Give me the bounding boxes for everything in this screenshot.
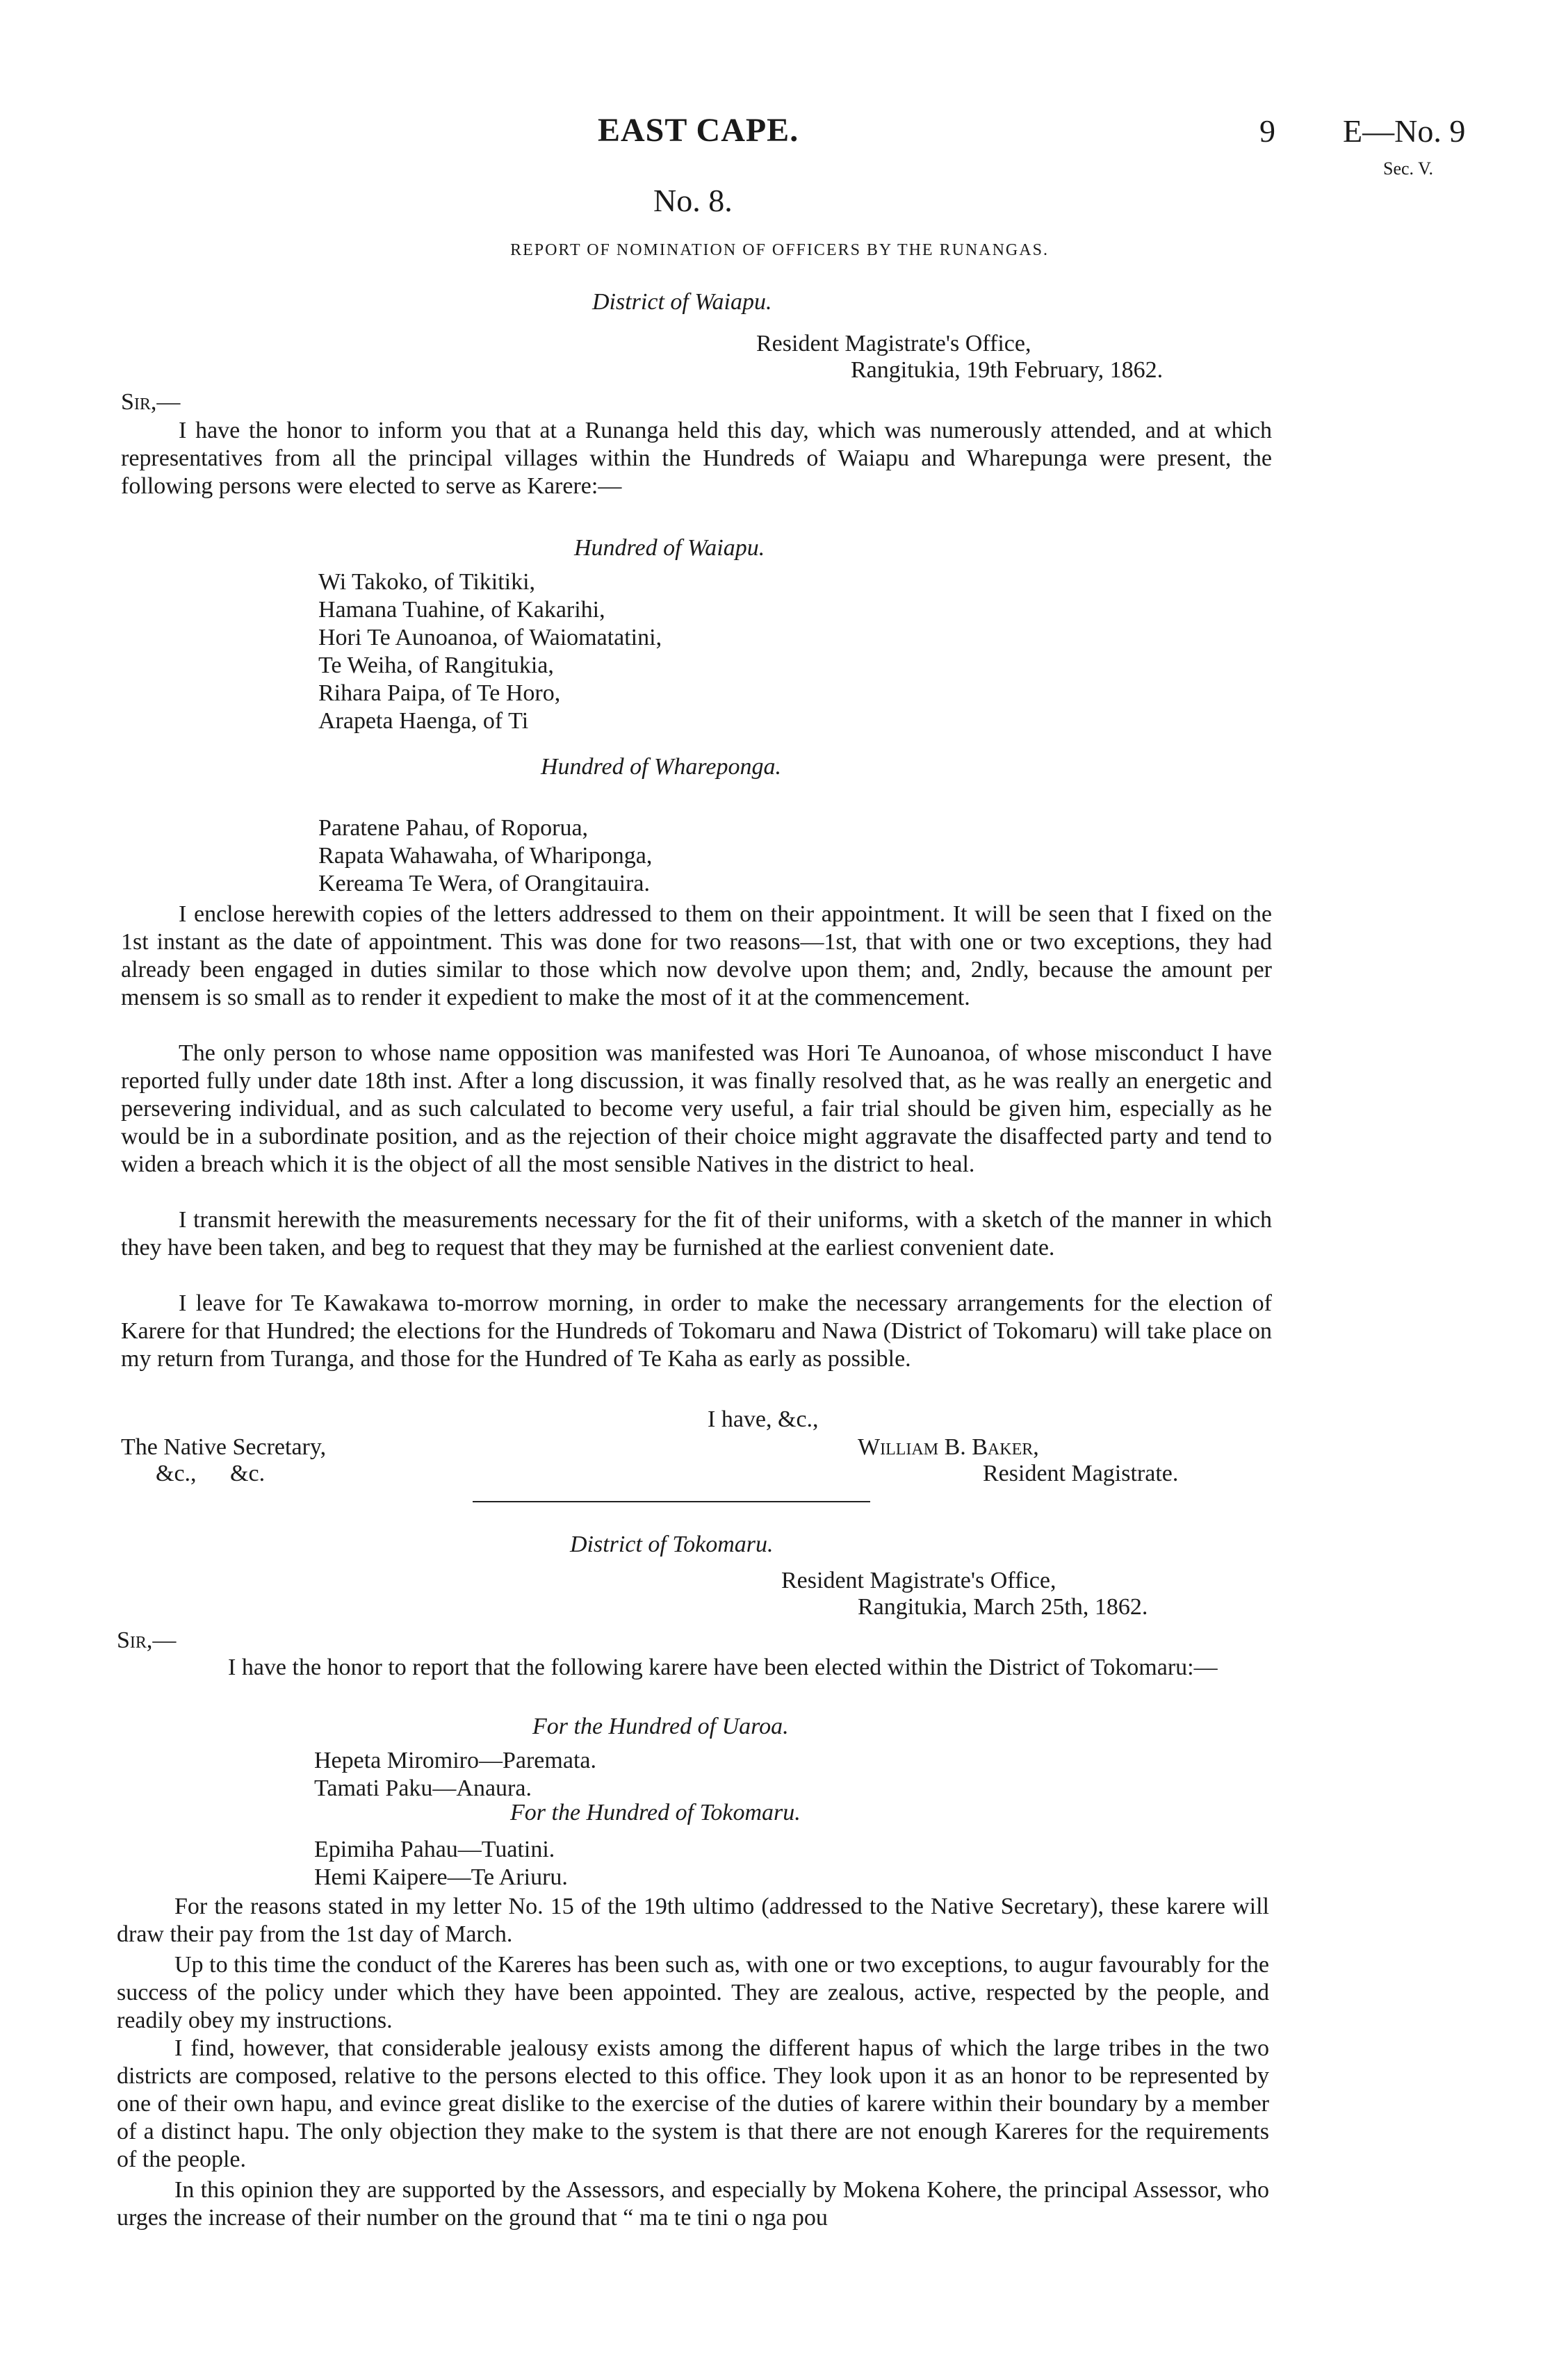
karere-list bbox=[314, 1836, 568, 1891]
list-item: Hori Te Aunoanoa, of Waiomatatini, bbox=[318, 625, 662, 650]
district-heading: District of Waiapu. bbox=[592, 289, 772, 315]
paragraph: For the reasons stated in my letter No. 15 of the 19th ultimo (addressed to the Native Secretary), these karere will draw their pay from the 1st day of March. bbox=[117, 1894, 1269, 1947]
list-item: Tamati Paku—Anaura. bbox=[314, 1775, 532, 1801]
paper-reference: E—No. 9 bbox=[1343, 113, 1466, 149]
karere-list bbox=[314, 1747, 596, 1803]
letter-intro: I have the honor to report that the following karere have been elected within the District of Tokomaru:— bbox=[228, 1655, 1218, 1680]
paragraph: I enclose herewith copies of the letters addressed to them on their appointment. It will be seen that I fixed on the 1st instant as the date of appointment. This was done for two reasons—1st, that with one or two exceptions, they had already been engaged in duties similar to those which now devolve upon them; and, 2ndly, because the amount per mensem is so small as to render it expedient to make the most of it at the commencement. bbox=[121, 901, 1272, 1010]
list-item: Hepeta Miromiro—Paremata. bbox=[314, 1748, 596, 1773]
paragraph: Up to this time the conduct of the Kareres has been such as, with one or two exceptions, to augur favourably for the success of the policy under which they have been appointed. They are zealous, active, respected by the people, and readily obey my instructions. bbox=[117, 1952, 1269, 2033]
running-title: EAST CAPE. bbox=[598, 112, 799, 149]
salutation: Sir,— bbox=[121, 389, 181, 415]
list-item: Epimiha Pahau—Tuatini. bbox=[314, 1837, 555, 1862]
paragraph: I find, however, that considerable jealousy exists among the different hapus of which the large tribes in the two districts are composed, relative to the persons elected to this office. They look upon it as an honor to be represented by one of their own hapu, and evince great dislike to the exercise of the duties of karere within their boundary by a member of a distinct hapu. The only objection they make to the system is that there are not enough Kareres for the requirements of the people. bbox=[117, 2035, 1269, 2172]
list-item: Paratene Pahau, of Roporua, bbox=[318, 815, 589, 841]
document-number: No. 8. bbox=[653, 183, 733, 218]
letter-address-line: Resident Magistrate's Office, bbox=[781, 1568, 1056, 1593]
karere-list bbox=[318, 568, 662, 735]
section-label: Sec. V. bbox=[1383, 158, 1433, 179]
signature-name: William B. Baker, bbox=[858, 1434, 1039, 1460]
hundred-heading: For the Hundred of Uaroa. bbox=[532, 1714, 789, 1739]
list-item: Kereama Te Wera, of Orangitauira. bbox=[318, 871, 650, 896]
document-heading: REPORT OF NOMINATION OF OFFICERS BY THE RUNANGAS. bbox=[510, 241, 1049, 259]
hundred-heading: Hundred of Whareponga. bbox=[541, 754, 781, 780]
hundred-heading: Hundred of Waiapu. bbox=[574, 535, 765, 561]
addressee: The Native Secretary, bbox=[121, 1434, 327, 1460]
list-item: Rihara Paipa, of Te Horo, bbox=[318, 680, 561, 706]
district-heading: District of Tokomaru. bbox=[570, 1532, 774, 1557]
letter-intro: I have the honor to inform you that at a Runanga held this day, which was numerously attended, and at which representatives from all the principal villages within the Hundreds of Waiapu and Wharepunga were present, the following persons were elected to serve as Karere:— bbox=[121, 418, 1272, 499]
section-divider bbox=[473, 1501, 870, 1502]
letter-address-line: Resident Magistrate's Office, bbox=[756, 331, 1031, 356]
list-item: Te Weiha, of Rangitukia, bbox=[318, 653, 554, 678]
list-item: Rapata Wahawaha, of Whariponga, bbox=[318, 843, 653, 869]
list-item: Hamana Tuahine, of Kakarihi, bbox=[318, 597, 605, 623]
list-item: Wi Takoko, of Tikitiki, bbox=[318, 569, 536, 595]
signature-title: Resident Magistrate. bbox=[983, 1461, 1179, 1486]
letter-date-line: Rangitukia, 19th February, 1862. bbox=[851, 357, 1164, 383]
list-item: Hemi Kaipere—Te Ariuru. bbox=[314, 1864, 568, 1890]
karere-list bbox=[318, 814, 652, 898]
list-item: Arapeta Haenga, of Ti bbox=[318, 708, 529, 734]
page-number: 9 bbox=[1259, 113, 1275, 149]
salutation: Sir,— bbox=[117, 1627, 177, 1653]
paragraph: I leave for Te Kawakawa to-morrow morning, in order to make the necessary arrangements for the election of Karere for that Hundred; the elections for the Hundreds of Tokomaru and Nawa (District of Tokomaru) will take place on my return from Turanga, and those for the Hundred of Te Kaha as early as possible. bbox=[121, 1290, 1272, 1372]
paragraph: I transmit herewith the measurements necessary for the fit of their uniforms, with a sketch of the manner in which they have been taken, and beg to request that they may be furnished at the earliest convenient date. bbox=[121, 1207, 1272, 1261]
paragraph: The only person to whose name opposition was manifested was Hori Te Aunoanoa, of whose misconduct I have reported fully under date 18th inst. After a long discussion, it was finally resolved that, as he was really an energetic and persevering individual, and as such calculated to become very useful, a fair trial should be given him, especially as he would be in a subordinate position, and as the rejection of their choice might aggravate the disaffected party and tend to widen a breach which it is the object of all the most sensible Natives in the district to heal. bbox=[121, 1040, 1272, 1177]
closing: I have, &c., bbox=[708, 1406, 819, 1432]
addressee-etc: &c., &c. bbox=[156, 1461, 266, 1486]
letter-date-line: Rangitukia, March 25th, 1862. bbox=[858, 1594, 1148, 1620]
paragraph: In this opinion they are supported by the Assessors, and especially by Mokena Kohere, the principal Assessor, who urges the increase of their number on the ground that “ ma te tini o nga pou bbox=[117, 2177, 1269, 2231]
hundred-heading: For the Hundred of Tokomaru. bbox=[510, 1800, 801, 1825]
